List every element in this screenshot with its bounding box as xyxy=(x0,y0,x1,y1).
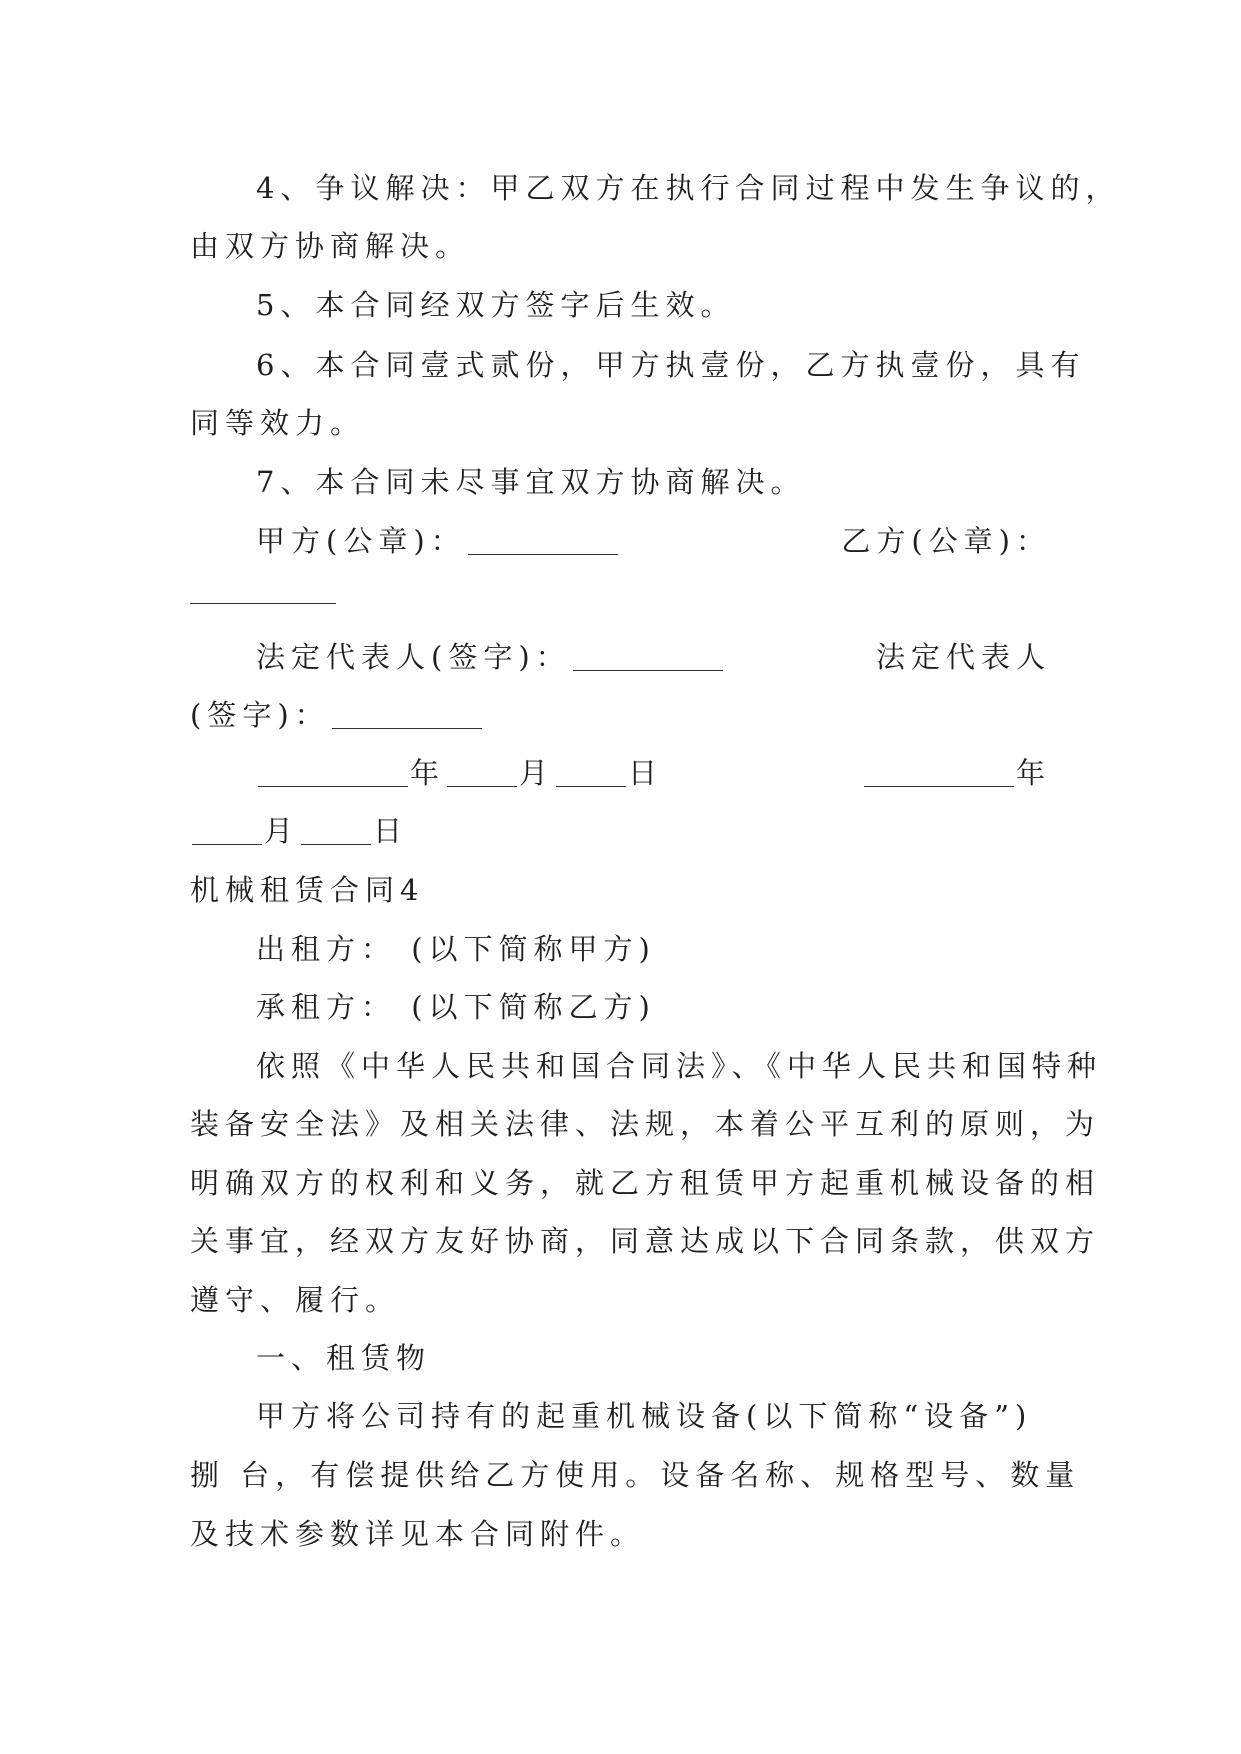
date-b-day-blank xyxy=(301,844,371,845)
preamble-line-3: 明确双方的权利和义务，就乙方租赁甲方起重机械设备的相 xyxy=(190,1166,1101,1200)
date-b-line xyxy=(190,811,1050,851)
section-1-heading: 一、租赁物 xyxy=(256,1341,432,1375)
rep-b-label-part2: (签字)： xyxy=(190,698,330,732)
date-b-month-label: 月 xyxy=(264,814,300,848)
date-a-day-blank xyxy=(556,786,626,787)
lessee-line: 承租方： (以下简称乙方) xyxy=(256,990,656,1024)
rep-b-label-part1: 法定代表人 xyxy=(875,640,1051,674)
date-a-year-label: 年 xyxy=(410,756,446,790)
date-b-day-label: 日 xyxy=(373,814,409,848)
date-a-month-label: 月 xyxy=(519,756,555,790)
lessor-line: 出租方： (以下简称甲方) xyxy=(256,932,656,966)
preamble-line-2: 装备安全法》及相关法律、法规，本着公平互利的原则，为 xyxy=(190,1107,1101,1141)
clause-7: 7、本合同未尽事宜双方协商解决。 xyxy=(256,465,806,499)
date-a-year-blank xyxy=(258,786,408,787)
date-b-year-label: 年 xyxy=(1015,756,1051,790)
date-b-year-blank xyxy=(864,786,1014,787)
preamble-line-4: 关事宜，经双方友好协商，同意达成以下合同条款，供双方 xyxy=(190,1224,1101,1258)
date-a-day-label: 日 xyxy=(628,756,664,790)
clause-6-line-2: 同等效力。 xyxy=(190,406,366,440)
clause-6-line-1: 6、本合同壹式贰份，甲方执壹份，乙方执壹份，具有 xyxy=(256,348,1086,382)
party-a-seal-label: 甲方(公章)： xyxy=(256,524,466,558)
party-a-seal-blank xyxy=(468,554,618,555)
preamble-line-1: 依照《中华人民共和国合同法》、《中华人民共和国特种 xyxy=(256,1049,1103,1083)
clause-5: 5、本合同经双方签字后生效。 xyxy=(256,288,736,322)
date-a-month-blank xyxy=(447,786,517,787)
rep-a-label: 法定代表人(签字)： xyxy=(256,640,571,674)
date-b-year-line xyxy=(862,753,1051,793)
section-1-line-2: 捌 台，有偿提供给乙方使用。设备名称、规格型号、数量 xyxy=(190,1458,1081,1492)
clause-4-line-1: 4、争议解决：甲乙双方在执行合同过程中发生争议的， xyxy=(256,171,1121,205)
section-1-line-1: 甲方将公司持有的起重机械设备(以下简称“设备”) xyxy=(256,1399,1033,1433)
contract-4-title: 机械租赁合同4 xyxy=(190,873,425,907)
party-b-seal-blank xyxy=(190,603,336,604)
clause-4-line-2: 由双方协商解决。 xyxy=(190,229,471,263)
date-b-month-blank xyxy=(192,844,262,845)
rep-a-blank xyxy=(573,670,723,671)
section-1-line-3: 及技术参数详见本合同附件。 xyxy=(190,1517,646,1551)
rep-b-blank xyxy=(332,728,482,729)
party-b-seal-label: 乙方(公章)： xyxy=(841,524,1051,558)
rep-b-line xyxy=(190,695,1050,735)
preamble-line-5: 遵守、履行。 xyxy=(190,1283,401,1317)
